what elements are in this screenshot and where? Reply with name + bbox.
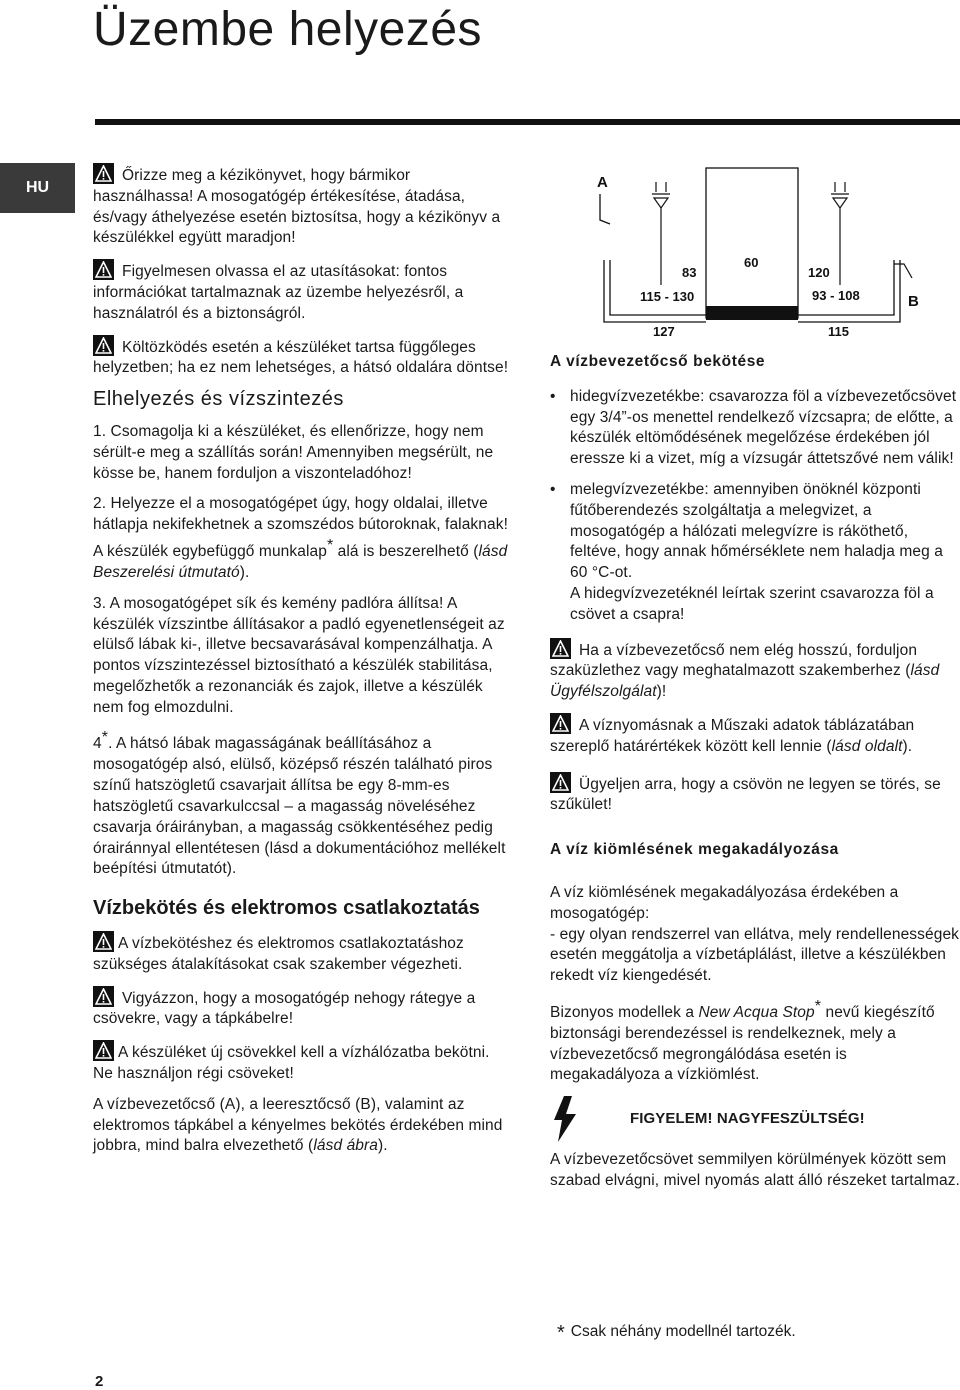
warning-icon <box>93 1040 114 1061</box>
dimension-label: 60 <box>744 255 759 270</box>
warning-moving: Költözködés esetén a készüléket tartsa függőleges helyzetben; ha ez nem lehetséges, a hátsó oldalára döntse! <box>93 335 513 380</box>
warning-icon <box>550 638 571 659</box>
section-title-placement: Elhelyezés és vízszintezés <box>93 388 344 411</box>
list-item: • melegvízvezetékbe: amennyiben önöknél központi fűtőberendezés szolgáltatja a melegvizet, a mosogatógép a hálózati melegvízre is ráköthető, feltéve, hogy annak hőmérséklete nem haladja meg a 60 °C-ot. A hidegvízvezetéknél leírtak szerint csavarozza föl a csövet a csapra! <box>550 480 960 626</box>
right-column <box>550 352 960 1202</box>
leak-prevention-text: A víz kiömlésének megakadályozása érdekében a mosogatógép: - egy olyan rendszerrel van ellátva, mely rendellenességek esetén meggátolja a vízbetáplálást, illetve a készülékben rekedt víz kiengedését. <box>550 883 960 985</box>
step-3: 3. A mosogatógépet sík és kemény padlóra állítsa! A készülék vízszintbe állításakor a padló egyenetlenségeit az elülső lábak ki-, illetve becsavarásával kompenzálhatja. A pontos vízszintezéssel biztosítható a készülék stabilitása, megelőzhetők a rezonanciák és zajok, illetve a készülék nem fog elmozdulni. <box>93 594 505 716</box>
warning-icon <box>93 986 114 1007</box>
page-title: Üzembe helyezés <box>93 3 483 56</box>
acqua-stop-text: Bizonyos modellek a New Acqua Stop* nevű kiegészítő biztonsági berendezéssel is rendelkeznek, mely a vízbevezetőcső megrongálódása esetén is megakadályoza a vízkiömlést. <box>550 997 935 1084</box>
warning-read-instructions: Figyelmesen olvassa el az utasításokat: fontos információkat tartalmaznak az üzembe helyezésről, a használatról és a biztonságról. <box>93 259 513 324</box>
dimension-label: 127 <box>653 324 675 339</box>
label-a: A <box>597 174 608 191</box>
lightning-bolt-icon <box>550 1096 580 1142</box>
asterisk-mark: * <box>101 729 109 747</box>
dimension-label: 83 <box>682 265 697 280</box>
dimension-label: 115 <box>828 324 849 339</box>
installation-diagram <box>590 160 930 345</box>
warning-water-pressure: A víznyomásnak a Műszaki adatok táblázatában szereplő határértékek között kell lennie (lásd oldalt). <box>550 713 960 758</box>
warning-icon <box>550 772 571 793</box>
step-1: 1. Csomagolja ki a készüléket, és ellenőrizze, hogy nem sérült-e meg a szállítás során! Amennyiben megsérült, ne kösse be, hanem forduljon a viszonteladóhoz! <box>93 422 494 482</box>
warning-icon <box>93 259 114 280</box>
language-tab: HU <box>0 163 75 213</box>
dimension-label: 115 - 130 <box>640 289 695 304</box>
warning-hose-kink: Ügyeljen arra, hogy a csövön ne legyen se törés, se szűkület! <box>550 772 960 817</box>
warning-hose-length: Ha a vízbevezetőcső nem elég hosszú, forduljon szaküzlethez vagy meghatalmazott szakemberhez (lásd Ügyfélszolgálat)! <box>550 638 960 703</box>
high-voltage-text: A vízbevezetőcsövet semmilyen körülmények között sem szabad elvágni, mivel nyomás alatt álló részeket tartalmaz. <box>550 1151 960 1190</box>
water-tap-icon <box>831 182 849 285</box>
page-number: 2 <box>95 1373 104 1390</box>
hose-routing-text: A vízbevezetőcső (A), a leeresztőcső (B), valamint az elektromos tápkábel a kényelmes bekötés érdekében mind jobbra, mind balra elvezethető (lásd ábra). <box>93 1095 503 1155</box>
connection-list <box>550 387 960 626</box>
left-column <box>93 163 513 1167</box>
asterisk-mark: * <box>326 536 334 554</box>
asterisk-mark: * <box>557 1322 565 1344</box>
warning-keep-manual: Őrizze meg a kézikönyvet, hogy bármikor használhassa! A mosogatógép értékesítése, átadása, és/vagy áthelyezése esetén biztosítsa, hogy a kézikönyv a készülékkel együtt maradjon! <box>93 163 513 249</box>
step-4: 4*. A hátsó lábak magasságának beállításához a mosogatógép alsó, elülső, középső részén található piros színű hatszögletű csavarjait állítsa be egy 8-mm-es hatszögletű csavarkulccsal – a magasság növeléséhez csavarja óráirányban, a magasság csökkentéséhez pedig órairánnyal ellentétesen (lásd a dokumentációhoz mellékelt beépítési útmutatót). <box>93 729 506 878</box>
warning-icon <box>93 931 114 952</box>
subtitle-inlet-hose: A vízbevezetőcső bekötése <box>550 353 766 370</box>
warning-icon <box>550 713 571 734</box>
high-voltage-warning <box>550 1096 960 1142</box>
footnote: * Csak néhány modellnél tartozék. <box>557 1322 796 1344</box>
high-voltage-title: FIGYELEM! NAGYFESZÜLTSÉG! <box>630 1109 865 1127</box>
section-title-connection: Vízbekötés és elektromos csatlakoztatás <box>93 897 480 920</box>
asterisk-mark: * <box>814 997 822 1015</box>
warning-professional: A vízbekötéshez és elektromos csatlakoztatáshoz szükséges átalakításokat csak szakember végezheti. <box>93 931 513 976</box>
list-item: • hidegvízvezetékbe: csavarozza föl a vízbevezetőcsövet egy 3/4”-os menettel rendelkező vízcsapra; de előtte, a készülék eltömődésének megelőzése érdekében jól eressze ki a vizet, míg a vízsugár áttetszővé nem válik! <box>550 387 960 470</box>
warning-icon <box>93 335 114 356</box>
step-2: 2. Helyezze el a mosogatógépet úgy, hogy oldalai, illetve hátlapja nekifekhetnek a szomszédos bútoroknak, falaknak! A készülék egybefüggő munkalap* alá is beszerelhető (lásd Beszerelési útmutató). <box>93 495 508 581</box>
warning-icon <box>93 163 114 184</box>
title-rule <box>95 119 960 125</box>
warning-hoses: Vigyázzon, hogy a mosogatógép nehogy rátegye a csövekre, vagy a tápkábelre! <box>93 986 513 1031</box>
subtitle-leak-prevention: A víz kiömlésének megakadályozása <box>550 841 839 859</box>
dimension-label: 93 - 108 <box>812 288 860 303</box>
warning-new-hoses: A készüléket új csövekkel kell a vízhálózatba bekötni. Ne használjon régi csöveket! <box>93 1040 513 1085</box>
label-b: B <box>908 293 919 310</box>
water-tap-icon <box>652 182 670 285</box>
dimension-label: 120 <box>808 265 830 280</box>
